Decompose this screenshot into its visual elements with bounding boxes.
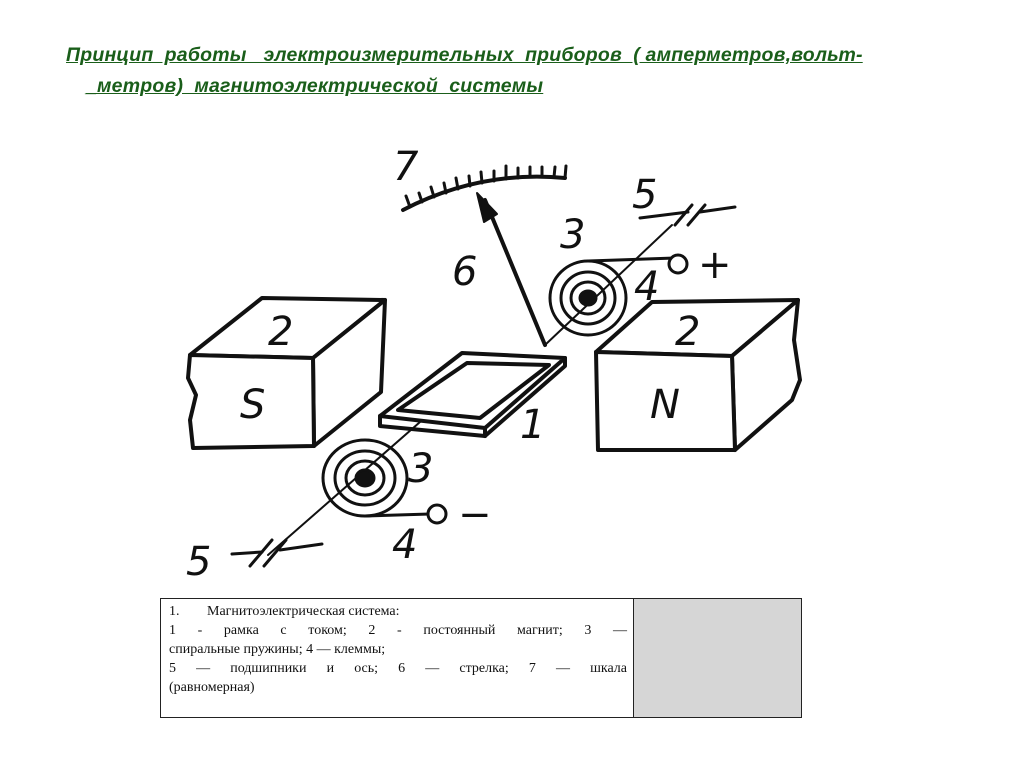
label-spring-top-3: 3 — [560, 212, 586, 258]
caption-heading: Магнитоэлектрическая система: — [207, 604, 400, 619]
label-frame-1: 1 — [520, 402, 546, 448]
terminal-bottom — [428, 505, 446, 523]
caption-line-4: (равномерная) — [169, 680, 255, 695]
label-magnet-left-2: 2 — [268, 309, 294, 355]
label-terminal-bottom-4: 4 — [392, 522, 418, 568]
title-line-2: _метров) магнитоэлектрической системы — [86, 75, 544, 97]
label-scale-7: 7 — [393, 144, 419, 190]
caption-line-2: спиральные пружины; 4 — клеммы; — [169, 642, 386, 657]
label-spring-bottom-3: 3 — [408, 446, 434, 492]
caption-line-3: 5 — подшипники и ось; 6 — стрелка; 7 — шкала — [169, 661, 627, 676]
label-pole-n: N — [650, 382, 680, 428]
label-bearing-bottom-5: 5 — [186, 539, 212, 585]
pointer-needle — [485, 200, 545, 345]
bearing-bottom — [232, 540, 322, 566]
caption-text-cell — [161, 599, 634, 718]
caption-empty-cell — [634, 599, 802, 718]
label-bearing-top-5: 5 — [632, 172, 658, 218]
caption-table — [160, 598, 802, 718]
label-magnet-right-2: 2 — [675, 309, 701, 355]
caption-number: 1. — [169, 604, 180, 619]
title-line-1: Принцип работы электроизмерительных приборов ( амперметров,вольт- — [66, 44, 863, 66]
terminal-top — [669, 255, 687, 273]
label-minus: − — [458, 492, 492, 538]
label-plus: + — [698, 242, 732, 288]
label-terminal-top-4: 4 — [634, 264, 660, 310]
caption-heading-line — [169, 602, 627, 621]
label-pointer-6: 6 — [452, 249, 478, 295]
caption-line-1: 1 - рамка с током; 2 - постоянный магнит; 3 — — [169, 623, 627, 638]
label-pole-s: S — [240, 382, 266, 428]
